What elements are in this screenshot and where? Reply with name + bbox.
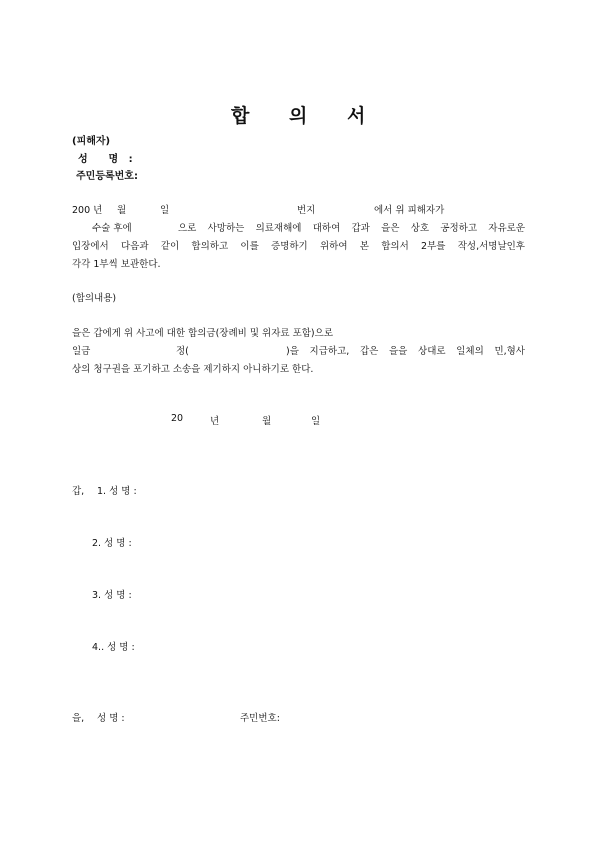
intro-address-label: 번지 [297, 205, 316, 216]
intro-location-text: 에서 위 피해자가 [374, 205, 445, 216]
date-day-label: 일 [311, 416, 321, 427]
intro-surgery-text: 수술 후에 [92, 223, 132, 234]
intro-day: 일 [160, 205, 170, 216]
party-b-prefix: 을, [72, 713, 85, 724]
content-line-3: 상의 청구권을 포기하고 소송을 제기하지 아니하기로 한다. [72, 364, 314, 375]
date-year: 20 [171, 413, 184, 424]
party-a-signature-3: 3. 성 명 : [92, 590, 132, 601]
victim-header: (피해자) [72, 136, 111, 147]
party-b-name-label: 성 명 : [97, 713, 125, 724]
content-header: (합의내용) [72, 293, 117, 304]
intro-line-3: 입장에서 다음과 같이 합의하고 이를 증명하기 위하여 본 합의서 2부를 작성,서명날인후 [72, 241, 525, 252]
content-amount-open: 정( [176, 346, 189, 357]
content-amount-label: 일금 [72, 346, 91, 357]
victim-id-label: 주민등록번호: [76, 171, 138, 182]
party-a-signature-1: 1. 성 명 : [97, 486, 137, 497]
party-b-id-label: 주민번호: [240, 713, 280, 724]
date-month-label: 월 [262, 416, 272, 427]
party-a-prefix: 갑, [72, 486, 85, 497]
intro-month: 월 [117, 205, 127, 216]
intro-year: 200 년 [72, 205, 103, 216]
content-line-1: 을은 갑에게 위 사고에 대한 합의금(장례비 및 위자료 포함)으로 [72, 328, 333, 339]
document-title-char-3: 서 [347, 105, 366, 127]
party-a-signature-2: 2. 성 명 : [92, 538, 132, 549]
content-amount-close: )을 지급하고, 갑은 을을 상대로 일체의 민,형사 [286, 346, 525, 357]
date-year-label: 년 [210, 416, 220, 427]
victim-name-label: 성 명 : [78, 154, 133, 165]
intro-line-4: 각각 1부씩 보관한다. [72, 259, 161, 270]
document-title-char-2: 의 [289, 105, 308, 127]
document-title-char-1: 합 [231, 105, 250, 127]
party-a-signature-4: 4.. 성 명 : [92, 642, 135, 653]
intro-accident-text: 으로 사망하는 의료재해에 대하여 갑과 을은 상호 공정하고 자유로운 [178, 223, 525, 234]
